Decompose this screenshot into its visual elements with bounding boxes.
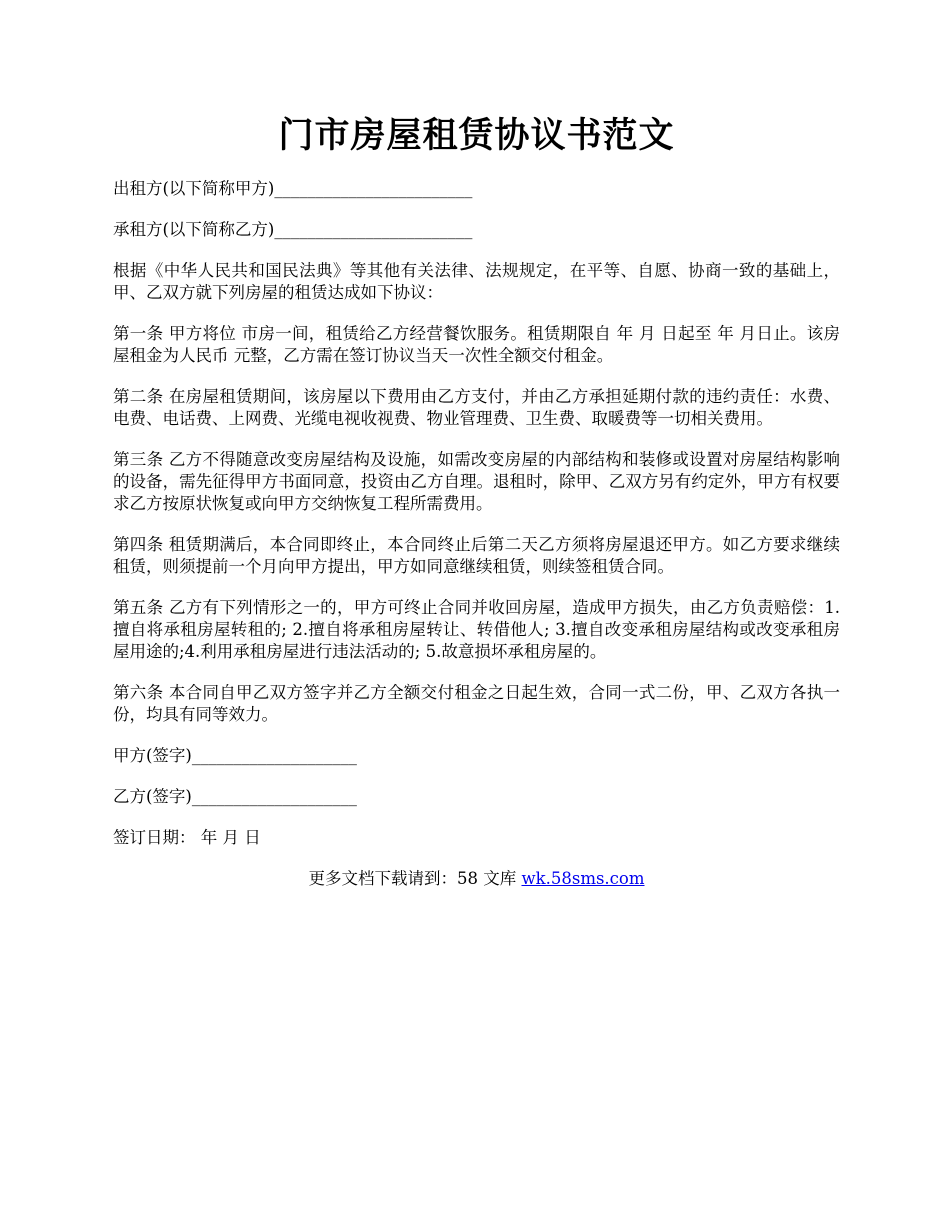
party-a-signature: 甲方(签字)____________________ — [113, 746, 357, 765]
article-4: 第四条 租赁期满后，本合同即终止，本合同终止后第二天乙方须将房屋退还甲方。如乙方要求继续租赁，则须提前一个月向甲方提出，甲方如同意继续租赁，则续签租赁合同。 — [113, 535, 840, 576]
article-3: 第三条 乙方不得随意改变房屋结构及设施，如需改变房屋的内部结构和装修或设置对房屋结构影响的设备，需先征得甲方书面同意，投资由乙方自理。退租时，除甲、乙双方另有约定外，甲方有权要求乙方按原状恢复或向甲方交纳恢复工程所需费用。 — [113, 450, 840, 513]
footer-link[interactable]: wk.58sms.com — [521, 869, 645, 888]
party-b-signature: 乙方(签字)____________________ — [113, 787, 357, 806]
lessee-line: 承租方(以下简称乙方)________________________ — [113, 220, 473, 239]
article-5: 第五条 乙方有下列情形之一的，甲方可终止合同并收回房屋，造成甲方损失，由乙方负责赔偿：1.擅自将承租房屋转租的; 2.擅自将承租房屋转让、转借他人; 3.擅自改变承租房屋结构或改变承租房屋用途的;4.利用承租房屋进行违法活动的; 5.故意损坏承租房屋的。 — [113, 598, 840, 661]
lessor-line: 出租方(以下简称甲方)________________________ — [113, 179, 473, 198]
sign-date: 签订日期： 年 月 日 — [113, 828, 261, 847]
article-2: 第二条 在房屋租赁期间，该房屋以下费用由乙方支付，并由乙方承担延期付款的违约责任：水费、电费、电话费、上网费、光缆电视收视费、物业管理费、卫生费、取暖费等一切相关费用。 — [113, 387, 840, 428]
intro-paragraph: 根据《中华人民共和国民法典》等其他有关法律、法规规定，在平等、自愿、协商一致的基础上，甲、乙双方就下列房屋的租赁达成如下协议： — [113, 261, 840, 302]
document-title: 门市房屋租赁协议书范文 — [278, 115, 675, 156]
document-page — [113, 110, 840, 890]
article-6: 第六条 本合同自甲乙双方签字并乙方全额交付租金之日起生效，合同一式二份，甲、乙双方各执一份，均具有同等效力。 — [113, 683, 840, 724]
footer — [113, 868, 840, 890]
article-1: 第一条 甲方将位 市房一间，租赁给乙方经营餐饮服务。租赁期限自 年 月 日起至 年 月日止。该房屋租金为人民币 元整，乙方需在签订协议当天一次性全额交付租金。 — [113, 324, 840, 365]
footer-text: 更多文档下载请到：58 文库 — [308, 869, 522, 888]
